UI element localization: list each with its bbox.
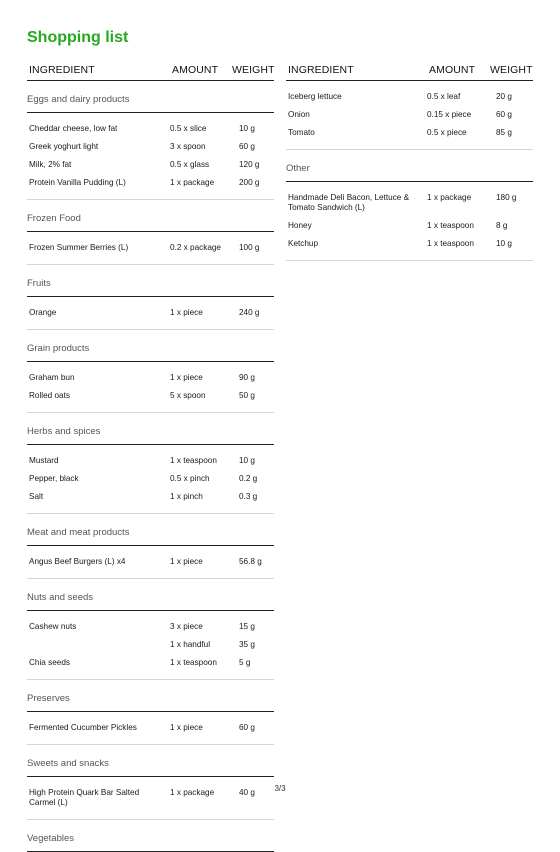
category-items [27,113,274,199]
ingredient-name: Cheddar cheese, low fat [29,124,118,133]
ingredient-weight: 15 g [239,622,255,631]
ingredient-amount: 1 x teaspoon [427,239,474,248]
header-ingredient: INGREDIENT [29,64,95,76]
ingredient-amount: 1 x piece [170,308,203,317]
table-row [27,489,274,507]
category-heading: Preserves [27,693,70,704]
ingredient-name: Ketchup [288,239,319,248]
ingredient-weight: 90 g [239,373,255,382]
ingredient-weight: 180 g [496,193,517,202]
ingredient-name: Greek yoghurt light [29,142,99,151]
ingredient-amount: 1 x teaspoon [427,221,474,230]
category-items [27,712,274,744]
table-row [286,218,533,236]
table-row [286,107,533,125]
header-amount: AMOUNT [429,64,476,76]
header-ingredient: INGREDIENT [288,64,354,76]
ingredient-amount: 1 x teaspoon [170,658,217,667]
category-items [286,81,533,149]
ingredient-name: Salt [29,492,44,501]
category-items [27,297,274,329]
category-end-divider [27,578,274,579]
ingredient-weight: 20 g [496,92,512,101]
ingredient-name: Mustard [29,456,59,465]
category-end-divider [27,199,274,200]
ingredient-name: Orange [29,308,57,317]
ingredient-name: Graham bun [29,373,75,382]
category-items [27,362,274,412]
ingredient-amount: 1 x handful [170,640,211,649]
ingredient-weight: 5 g [239,658,251,667]
ingredient-weight: 50 g [239,391,255,400]
ingredient-amount: 5 x spoon [170,391,206,400]
table-row [27,720,274,738]
ingredient-name: Honey [288,221,312,230]
table-row [27,139,274,157]
ingredient-weight: 10 g [239,124,255,133]
ingredient-weight: 0.2 g [239,474,258,483]
table-row [27,554,274,572]
category-heading: Grain products [27,343,90,354]
ingredient-weight: 60 g [239,142,255,151]
table-row [286,89,533,107]
ingredient-amount: 0.5 x glass [170,160,210,169]
category-end-divider [27,679,274,680]
ingredient-name: Pepper, black [29,474,79,483]
ingredient-name: Chia seeds [29,658,70,667]
category-end-divider [27,412,274,413]
left-column [27,64,274,852]
ingredient-name: Fermented Cucumber Pickles [29,723,137,732]
ingredient-amount: 1 x piece [170,373,203,382]
ingredient-weight: 40 g [239,788,255,797]
ingredient-amount: 1 x package [170,178,215,187]
ingredient-amount: 3 x piece [170,622,203,631]
ingredient-name: High Protein Quark Bar Salted Carmel (L) [29,788,140,807]
ingredient-name: Milk, 2% fat [29,160,72,169]
category-heading: Nuts and seeds [27,592,94,603]
ingredient-weight: 10 g [239,456,255,465]
table-row [27,388,274,406]
category-end-divider [286,149,533,150]
ingredient-weight: 35 g [239,640,255,649]
header-amount: AMOUNT [172,64,219,76]
ingredient-amount: 1 x package [427,193,472,202]
category-items [27,445,274,513]
table-row [27,637,274,655]
table-row [27,370,274,388]
category-end-divider [27,329,274,330]
table-row [27,655,274,673]
ingredient-amount: 0.5 x piece [427,128,467,137]
ingredient-amount: 1 x pinch [170,492,203,501]
ingredient-name: Handmade Deli Bacon, Lettuce & Tomato Sandwich (L) [288,193,410,212]
table-row [27,240,274,258]
header-divider [27,80,274,81]
category-heading: Fruits [27,278,51,289]
page-number: 3/3 [274,784,286,793]
ingredient-name: Onion [288,110,310,119]
ingredient-weight: 240 g [239,308,260,317]
ingredient-amount: 0.2 x package [170,243,221,252]
table-row [27,175,274,193]
ingredient-amount: 3 x spoon [170,142,206,151]
table-row [27,453,274,471]
category-heading: Frozen Food [27,213,81,224]
table-row [286,236,533,254]
category-items [27,232,274,264]
ingredient-weight: 8 g [496,221,508,230]
table-row [286,190,533,218]
ingredient-name: Rolled oats [29,391,70,400]
ingredient-name: Tomato [288,128,315,137]
ingredient-weight: 60 g [496,110,512,119]
ingredient-name: Iceberg lettuce [288,92,342,101]
category-items [27,611,274,679]
category-end-divider [27,819,274,820]
category-heading: Meat and meat products [27,527,130,538]
ingredient-weight: 85 g [496,128,512,137]
left-column-body [27,94,274,852]
category-heading: Vegetables [27,833,75,844]
page-title: Shopping list [27,29,129,46]
table-row [27,121,274,139]
ingredient-name: Cashew nuts [29,622,77,631]
category-items [286,182,533,260]
table-header [27,64,274,80]
ingredient-amount: 1 x teaspoon [170,456,217,465]
ingredient-weight: 10 g [496,239,512,248]
ingredient-amount: 0.5 x pinch [170,474,210,483]
category-items [27,546,274,578]
ingredient-weight: 120 g [239,160,260,169]
category-end-divider [286,260,533,261]
category-heading: Eggs and dairy products [27,94,130,105]
table-row [27,619,274,637]
ingredient-weight: 100 g [239,243,260,252]
ingredient-amount: 1 x piece [170,723,203,732]
category-end-divider [27,264,274,265]
ingredient-weight: 200 g [239,178,260,187]
ingredient-name: Frozen Summer Berries (L) [29,243,129,252]
category-heading: Herbs and spices [27,426,101,437]
ingredient-weight: 0.3 g [239,492,258,501]
ingredient-amount: 0.15 x piece [427,110,472,119]
ingredient-amount: 0.5 x leaf [427,92,461,101]
ingredient-amount: 1 x package [170,788,215,797]
table-row [27,471,274,489]
category-heading: Other [286,163,310,174]
category-end-divider [27,744,274,745]
right-column [286,64,533,261]
table-header [286,64,533,80]
header-weight: WEIGHT [490,64,533,76]
table-row [27,305,274,323]
ingredient-weight: 56.8 g [239,557,262,566]
header-weight: WEIGHT [232,64,275,76]
table-row [286,125,533,143]
ingredient-amount: 0.5 x slice [170,124,207,133]
right-column-body [286,81,533,261]
ingredient-weight: 60 g [239,723,255,732]
ingredient-name: Angus Beef Burgers (L) x4 [29,557,126,566]
ingredient-name: Protein Vanilla Pudding (L) [29,178,126,187]
table-row [27,157,274,175]
category-end-divider [27,513,274,514]
ingredient-amount: 1 x piece [170,557,203,566]
category-heading: Sweets and snacks [27,758,109,769]
